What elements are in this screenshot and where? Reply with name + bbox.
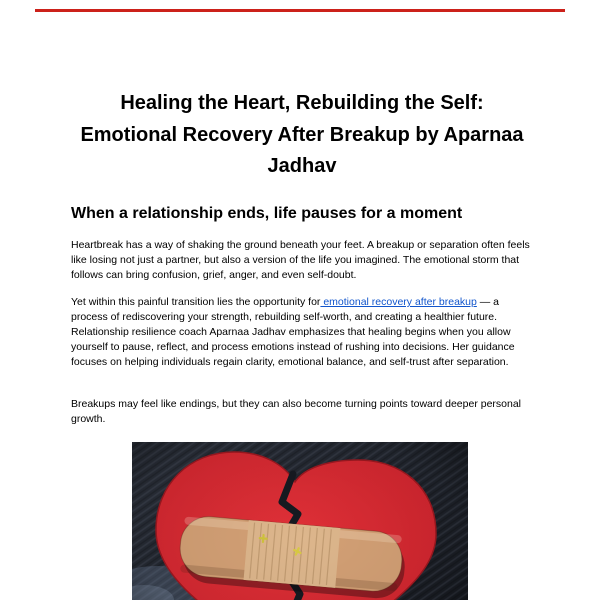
broken-heart-bandage-photo: [132, 442, 468, 600]
paragraph-recovery: [71, 295, 533, 370]
broken-heart-illustration: [132, 442, 468, 600]
paragraph-text-before-link: Yet within this painful transition lies the opportunity for: [71, 296, 321, 308]
emotional-recovery-link[interactable]: emotional recovery after breakup: [320, 296, 477, 308]
paragraph-text-after-link: — a process of rediscovering your strength, rebuilding self-worth, and creating a healthier future. Relationship resilience coach Aparnaa Jadhav emphasizes that healing begins when you allow yourself to pause, reflect, and process emotions instead of rushing into decisions. Her guidance focuses on helping individuals regain clarity, emotional balance, and self-trust after separation.: [71, 296, 515, 368]
red-divider-line: [35, 9, 565, 12]
section-heading: When a relationship ends, life pauses for a moment: [71, 205, 463, 222]
paragraph-heartbreak: Heartbreak has a way of shaking the ground beneath your feet. A breakup or separation often feels like losing not just a partner, but also a version of the life you imagined. The emotional storm that follows can bring confusion, grief, anger, and even self-doubt.: [71, 239, 530, 281]
paragraph-growth: Breakups may feel like endings, but they can also become turning points toward deeper personal growth.: [71, 398, 522, 425]
document-title: Healing the Heart, Rebuilding the Self: Emotional Recovery After Breakup by Aparnaa Jadhav: [80, 92, 524, 177]
